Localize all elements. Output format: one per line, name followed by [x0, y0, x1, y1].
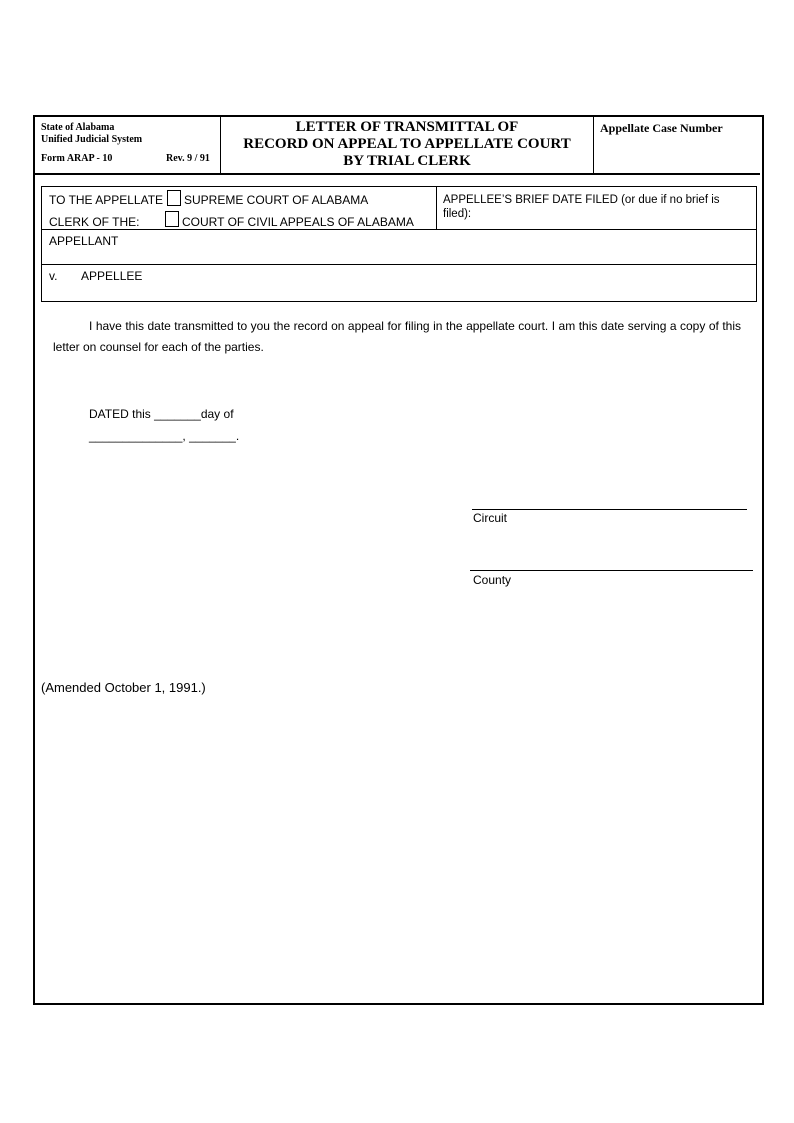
header-divider — [35, 173, 760, 175]
county-signature-line[interactable] — [470, 570, 753, 571]
civil-appeals-option: COURT OF CIVIL APPEALS OF ALABAMA — [182, 215, 414, 229]
clerk-of-label: CLERK OF THE: — [49, 215, 140, 229]
supreme-court-option: SUPREME COURT OF ALABAMA — [184, 193, 369, 207]
form-number: Form ARAP - 10 — [41, 153, 113, 164]
appellant-label: APPELLANT — [49, 234, 119, 248]
transmittal-statement: I have this date transmitted to you the record on appeal for filing in the appellate court. I am this date serving a copy of this letter on counsel for each of the parties. — [53, 319, 741, 354]
versus-label: v. — [49, 269, 58, 283]
form-title — [221, 117, 594, 173]
appellant-field[interactable] — [130, 232, 750, 260]
info-box-divider-2 — [41, 264, 757, 265]
state-label: State of Alabama — [41, 122, 115, 133]
to-appellate-label: TO THE APPELLATE — [49, 193, 164, 207]
appellee-label: APPELLEE — [81, 269, 143, 283]
amendment-note: (Amended October 1, 1991.) — [41, 680, 206, 695]
circuit-clerk-signature-line[interactable] — [472, 509, 747, 510]
appellate-case-number-label: Appellate Case Number — [600, 121, 723, 135]
info-box-divider-1 — [41, 229, 757, 230]
form-revision: Rev. 9 / 91 — [166, 153, 210, 164]
system-label: Unified Judicial System — [41, 134, 143, 145]
title-line-3: BY TRIAL CLERK — [343, 153, 471, 169]
county-label: County — [473, 573, 512, 587]
supreme-court-checkbox[interactable] — [167, 190, 181, 206]
appellee-field[interactable] — [150, 267, 750, 297]
title-line-1: LETTER OF TRANSMITTAL OF — [295, 119, 519, 135]
dated-day-line: DATED this _______day of — [89, 407, 234, 421]
header-left-cell — [35, 117, 221, 173]
civil-appeals-checkbox[interactable] — [165, 211, 179, 227]
dated-month-year-line: ______________, _______. — [89, 429, 240, 443]
appellate-case-number-field[interactable] — [596, 136, 756, 170]
title-line-2: RECORD ON APPEAL TO APPELLATE COURT — [243, 136, 571, 152]
brief-date-label: APPELLEE’S BRIEF DATE FILED (or due if no brief is filed): — [443, 194, 720, 220]
circuit-label: Circuit — [473, 511, 508, 525]
info-box-vertical-divider — [436, 186, 437, 229]
